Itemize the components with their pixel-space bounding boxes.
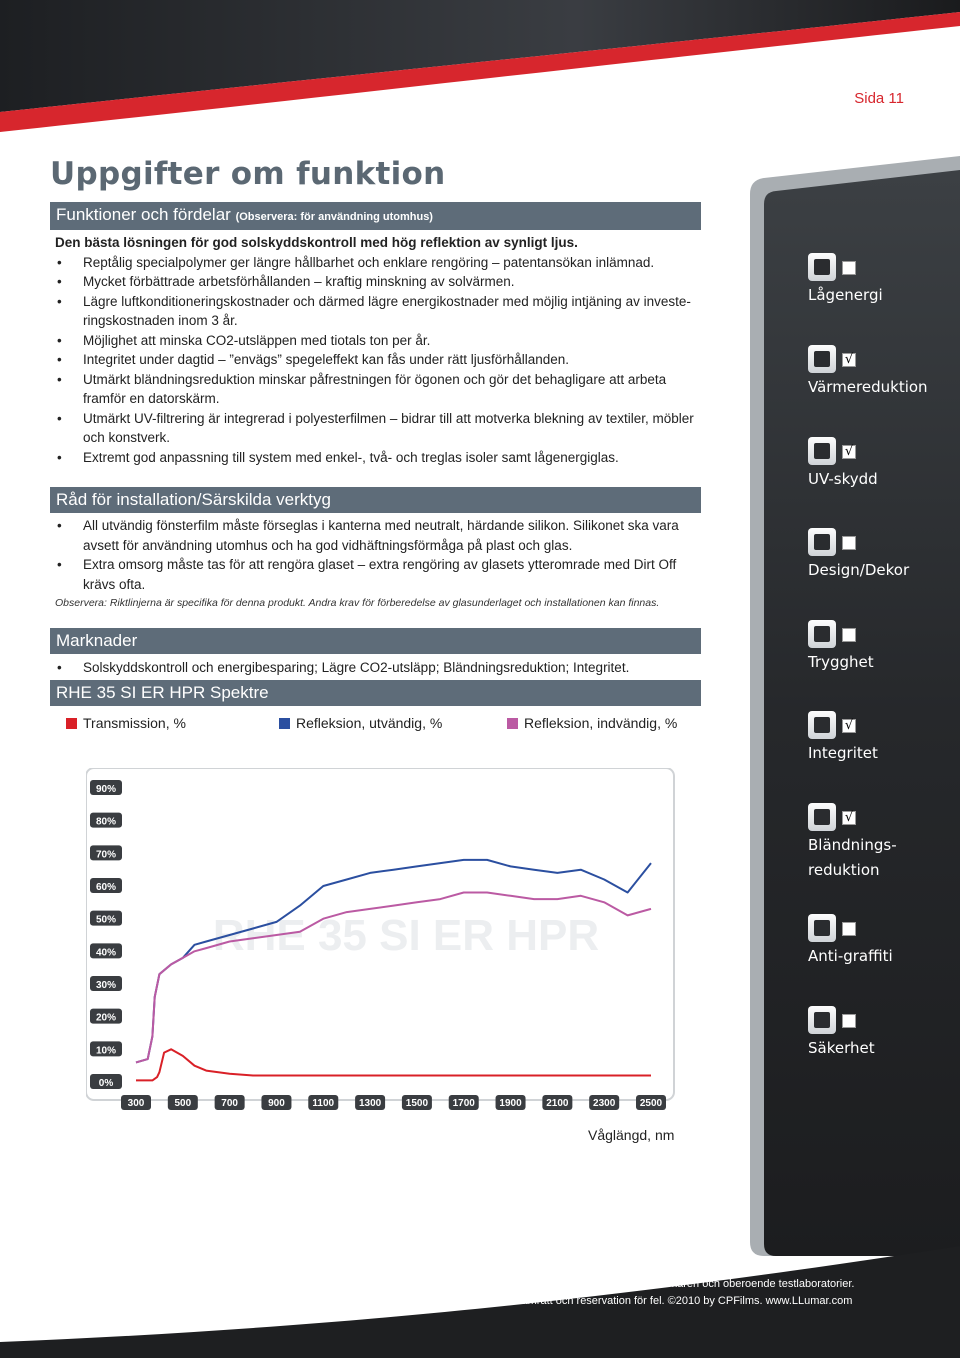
x-tick-label: 300 [127, 1098, 145, 1109]
list-item: • Reptålig specialpolymer ger längre hållbarhet och enklare rengöring – patentansökan inlämnad. [55, 253, 695, 273]
spray-can-icon [808, 914, 836, 942]
legend-item-transmission [66, 715, 186, 731]
y-tick-label: 50% [95, 914, 117, 926]
legend-item-outer-reflection [279, 715, 442, 731]
feature-checkbox: √ [842, 719, 856, 733]
legend-label: Refleksion, indvändig, % [524, 715, 678, 731]
footer-line: Alla värden på de tekniska parametrarna bestäms av tillverkaren och oberoende testlaboratorier. [385, 1278, 855, 1290]
feature-checkbox: √ [842, 811, 856, 825]
page-number: Sida 11 [854, 90, 904, 107]
feature-item [808, 914, 958, 969]
markets-body [55, 658, 695, 678]
y-tick-label: 40% [95, 947, 117, 959]
feature-icons [808, 437, 958, 465]
feature-item [808, 620, 958, 675]
feature-item [808, 1006, 958, 1061]
installation-list [55, 516, 695, 594]
spy-icon [808, 711, 836, 739]
feature-label: UV-skydd [808, 470, 878, 488]
feature-item [808, 711, 958, 766]
list-item: • Utmärkt UV-filtrering är integrerad i polyesterfilmen – bidrar till att motverka blekning av textiler, möbler och konstverk. [55, 409, 695, 448]
y-tick-label: 90% [95, 784, 117, 795]
footer-text [300, 1276, 940, 1310]
markets-list [55, 658, 695, 678]
feature-label: Design/Dekor [808, 561, 910, 579]
y-tick-label: 20% [95, 1012, 117, 1024]
y-tick-label: 30% [95, 980, 117, 991]
window-icon [808, 253, 836, 281]
legend-label: Refleksion, utvändig, % [296, 715, 443, 731]
list-item: • Utmärkt bländningsreduktion minskar påfrestningen för ögonen och gör det behagligare att arbeta framför en datorskärm. [55, 370, 695, 409]
list-item: • Möjlighet att minska CO2-utsläppen med tiotals ton per år. [55, 331, 695, 351]
feature-icon-glyph [814, 717, 830, 733]
feature-icon-glyph [814, 920, 830, 936]
list-item: • Integritet under dagtid – ”envägs” spegeleffekt kan fås under rätt ljusförhållanden. [55, 350, 695, 370]
functions-list [55, 253, 695, 468]
feature-icons [808, 528, 958, 556]
feature-icons [808, 711, 958, 739]
legend-swatch [507, 718, 518, 729]
section-spectrum-heading: RHE 35 SI ER HPR Spektre [50, 680, 701, 706]
feature-label: Värmereduktion [808, 378, 928, 396]
sun-icon [808, 437, 836, 465]
glare-icon [808, 803, 836, 831]
y-tick-label: 0% [98, 1078, 114, 1089]
feature-icons [808, 914, 958, 942]
functions-body [55, 233, 695, 467]
legend-item-inner-reflection [507, 715, 677, 731]
list-item: • Extremt god anpassning till system med enkel-, två- och treglas isoler samt lågenergiglas. [55, 448, 695, 468]
legend-swatch [279, 718, 290, 729]
section-functions-heading [50, 202, 701, 230]
feature-label: Anti-graffiti [808, 947, 893, 965]
spectrum-chart [86, 768, 676, 1116]
feature-label: Integritet [808, 744, 878, 762]
feature-icons [808, 620, 958, 648]
feature-checkbox [842, 628, 856, 642]
feature-icon-glyph [814, 443, 830, 459]
section-functions-title: Funktioner och fördelar [56, 205, 231, 224]
x-tick-label: 1100 [312, 1098, 335, 1109]
key-icon [808, 620, 836, 648]
thermometer-person-icon [808, 345, 836, 373]
legend-swatch [66, 718, 77, 729]
feature-icons [808, 803, 958, 831]
installation-body [55, 516, 695, 614]
x-tick-label: 2300 [593, 1098, 616, 1109]
list-item: • Lägre luftkonditioneringskostnader och därmed lägre energikostnader med möjlig intjäning av investe-ringskostnaden inom 3 år. [55, 292, 695, 331]
header-band [0, 0, 960, 140]
y-tick-label: 80% [95, 816, 117, 828]
y-tick-label: 70% [95, 849, 117, 861]
feature-label: Bländnings- [808, 836, 897, 854]
feature-label: reduktion [808, 861, 880, 879]
section-installation-heading: Råd för installation/Särskilda verktyg [50, 487, 701, 513]
x-tick-label: 700 [221, 1098, 238, 1109]
feature-icons [808, 253, 958, 281]
x-tick-label: 1700 [452, 1098, 475, 1109]
feature-checkbox [842, 922, 856, 936]
feature-icon-glyph [814, 259, 830, 275]
y-tick-label: 10% [95, 1045, 117, 1057]
feature-checkbox: √ [842, 353, 856, 367]
sidebar-panel [750, 156, 960, 1256]
functions-lead: Den bästa lösningen för god solskyddskontroll med hög reflektion av synligt ljus. [55, 235, 578, 250]
lock-icon [808, 1006, 836, 1034]
feature-icons [808, 1006, 958, 1034]
installation-note: Observera: Riktlinjerna är specifika för denna produkt. Andra krav för förberedelse av glasunderlaget och installationen kan finnas. [55, 597, 660, 609]
x-tick-label: 1300 [358, 1098, 382, 1109]
feature-icon-glyph [814, 1012, 830, 1028]
section-markets-heading: Marknader [50, 628, 701, 654]
feature-checkbox [842, 1014, 856, 1028]
feature-icon-glyph [814, 809, 830, 825]
feature-item [808, 528, 958, 583]
feature-label: Trygghet [808, 653, 874, 671]
x-tick-label: 500 [174, 1098, 192, 1109]
x-tick-label: 1500 [405, 1098, 429, 1109]
feature-label: Säkerhet [808, 1039, 875, 1057]
x-tick-label: 2100 [546, 1098, 569, 1109]
feature-item [808, 803, 958, 883]
page-title: Uppgifter om funktion [50, 156, 446, 192]
feature-checkbox [842, 536, 856, 550]
list-item: • Extra omsorg måste tas för att rengöra glaset – extra rengöring av glasets ytteromrade med Dirt Off krävs ofta. [55, 555, 695, 594]
paint-roller-icon [808, 528, 836, 556]
section-functions-note: (Observera: för användning utomhus) [235, 211, 433, 223]
feature-icon-glyph [814, 534, 830, 550]
chart-legend [66, 715, 706, 735]
feature-item [808, 345, 958, 400]
list-item: • Solskyddskontroll och energibesparing; Lägre CO2-utsläpp; Bländningsreduktion; Integritet. [55, 658, 695, 678]
feature-label: Lågenergi [808, 286, 883, 304]
feature-checkbox [842, 261, 856, 275]
legend-label: Transmission, % [83, 715, 186, 731]
x-axis-label: Våglängd, nm [588, 1127, 675, 1143]
chart-watermark: RHE 35 SI ER HPR [212, 911, 600, 960]
list-item: • Mycket förbättrade arbetsförhållanden – kraftig minskning av solvärmen. [55, 272, 695, 292]
feature-checkbox: √ [842, 445, 856, 459]
feature-item [808, 253, 958, 308]
x-tick-label: 900 [268, 1098, 285, 1109]
feature-icons [808, 345, 958, 373]
y-tick-label: 60% [95, 882, 117, 893]
feature-icon-glyph [814, 626, 830, 642]
feature-icon-glyph [814, 351, 830, 367]
list-item: • All utvändig fönsterfilm måste förseglas i kanterna med neutralt, härdande silikon. Silikonet ska vara avsett för användning utomhus och ha god vidhäftningsförmåga på plast och glas. [55, 516, 695, 555]
footer-line: Version 1.00.0210 Med ensamrätt och reservation för fel. ©2010 by CPFilms. www.LLumar.com [387, 1295, 853, 1307]
feature-item [808, 437, 958, 492]
x-tick-label: 2500 [639, 1098, 663, 1109]
x-tick-label: 1900 [499, 1098, 522, 1109]
